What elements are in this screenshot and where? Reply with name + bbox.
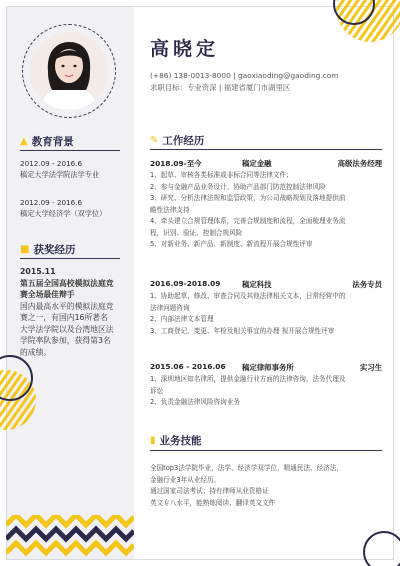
- education-item: [20, 158, 99, 180]
- award-item: [20, 266, 128, 358]
- job-duty-line: 5、对新业务、新产品、新制度、新流程开展合规性评审: [150, 240, 313, 248]
- objective-line: 求职目标：专业资深 | 福建省厦门市湖里区: [150, 83, 291, 92]
- education-divider: [20, 150, 120, 151]
- job-date: 2015.06 - 2016.06: [150, 362, 226, 371]
- skills-divider: [150, 450, 382, 451]
- contact-line: (+86) 138-0013-8000 | gaoxiaoding@gaoding.com: [150, 71, 339, 80]
- award-body-line: 国内最高水平的模拟法庭竞: [20, 301, 114, 311]
- job-duty-line: 程，识别、验证、控制合规风险: [150, 228, 243, 237]
- job-duty-line: 3、研究、分析法律法规和监管政策，为公司战略规划及落地提供前: [150, 194, 346, 202]
- job-header: [150, 158, 382, 169]
- award-body-line: 学院率队参加，获得第3名: [20, 336, 111, 345]
- job-duty-line: 2、负责金融法律风险咨询业务: [150, 398, 240, 406]
- candidate-name: 高晓定: [150, 38, 220, 60]
- job-duty-line: 2、参与金融产品业务设计、协助产品部门防范控制法律风险: [150, 182, 326, 191]
- job-role: 实习生: [359, 363, 382, 372]
- award-body-line: 赛之一，有国内16所著名: [20, 313, 108, 322]
- deco-circle-bottom: [352, 520, 400, 566]
- award-body-line: 的成绩。: [20, 347, 52, 357]
- education-desc: 稿定大学经济学（双学位）: [20, 209, 107, 218]
- job-duty-line: 瞻性法律支持: [150, 205, 190, 214]
- skill-line: 全国top3法学院毕业，法学、经济学双学位，精通民法、经济法，: [150, 464, 344, 472]
- job-duty-line: 1、深圳地区知名律所，提供金融行业方面的法律咨询、法务代理及: [150, 375, 346, 383]
- avatar: [30, 32, 108, 110]
- trophy-icon: ■: [20, 243, 30, 255]
- skills-list: [150, 463, 382, 509]
- work-title-text: 工作经历: [162, 135, 205, 147]
- education-date: 2012.09 - 2016.6: [20, 159, 83, 168]
- award-year: 2015.11: [20, 267, 56, 276]
- work-title: [150, 133, 204, 148]
- job-role: 法务专员: [352, 280, 382, 289]
- square-icon: ▮: [150, 434, 156, 446]
- job-duties: [150, 374, 386, 409]
- awards-divider: [20, 258, 120, 259]
- job-duty-line: 3、工商登记、变更、年检及相关事宜的办理 视开展合规性评审: [150, 326, 335, 335]
- job-duties: [150, 170, 386, 251]
- job-duty-line: 2、内部法律文本管理: [150, 315, 214, 323]
- deco-zigzag: [6, 515, 134, 560]
- job-role: 高级法务经理: [337, 159, 382, 168]
- skill-line: 英文专八水平，能熟练阅读、翻译英文文件: [150, 498, 276, 507]
- skill-line: 金融行业3年从业经历。: [150, 475, 221, 484]
- job-duty-line: 1、起草、审核各类标准或非标合同等法律文件；: [150, 171, 293, 179]
- job-header: [150, 279, 382, 290]
- job-duty-line: 4、牵头建立合规管理体系，完善合规制度和流程，全面梳理业务流: [150, 217, 346, 225]
- education-title: [20, 134, 74, 149]
- awards-title-text: 获奖经历: [33, 244, 76, 256]
- skill-line: 通过国家司法考试；持有律师从业资格证: [150, 487, 269, 496]
- book-icon: ▲: [20, 135, 28, 147]
- deco-striped-circle-left: [0, 350, 60, 430]
- deco-striped-circle-top: [318, 0, 400, 62]
- job-company: 稿定律师事务所: [242, 363, 294, 372]
- education-title-text: 教育背景: [31, 136, 74, 148]
- job-date: 2018.09-至今: [150, 159, 202, 168]
- job-header: [150, 362, 382, 373]
- skills-title-text: 业务技能: [159, 435, 202, 447]
- education-desc: 稿定大学法学院法学专业: [20, 170, 100, 179]
- education-date: 2012.09 - 2016.6: [20, 198, 83, 207]
- award-headline: 赛全场最佳辩手: [20, 290, 75, 299]
- job-duty-line: 1、协助起草、修改、审查合同及其他法律相关文本，日常经营中的: [150, 292, 346, 300]
- work-divider: [150, 149, 382, 150]
- job-duty-line: 法律问题咨询: [150, 303, 190, 312]
- job-company: 稿定科技: [242, 280, 272, 289]
- award-body-line: 大学法学院以及台湾地区法: [20, 324, 114, 334]
- awards-title: [20, 242, 75, 257]
- job-duty-line: 诉讼: [150, 386, 164, 395]
- award-headline: 第五届全国高校模拟法庭竞: [20, 278, 114, 288]
- job-company: 稿定金融: [242, 159, 272, 168]
- job-date: 2016.09-2018.09: [150, 279, 221, 288]
- education-item: [20, 197, 106, 219]
- skills-title: [150, 433, 202, 448]
- pen-icon: ✎: [150, 134, 159, 146]
- contact-info: [150, 70, 338, 94]
- job-duties: [150, 291, 386, 337]
